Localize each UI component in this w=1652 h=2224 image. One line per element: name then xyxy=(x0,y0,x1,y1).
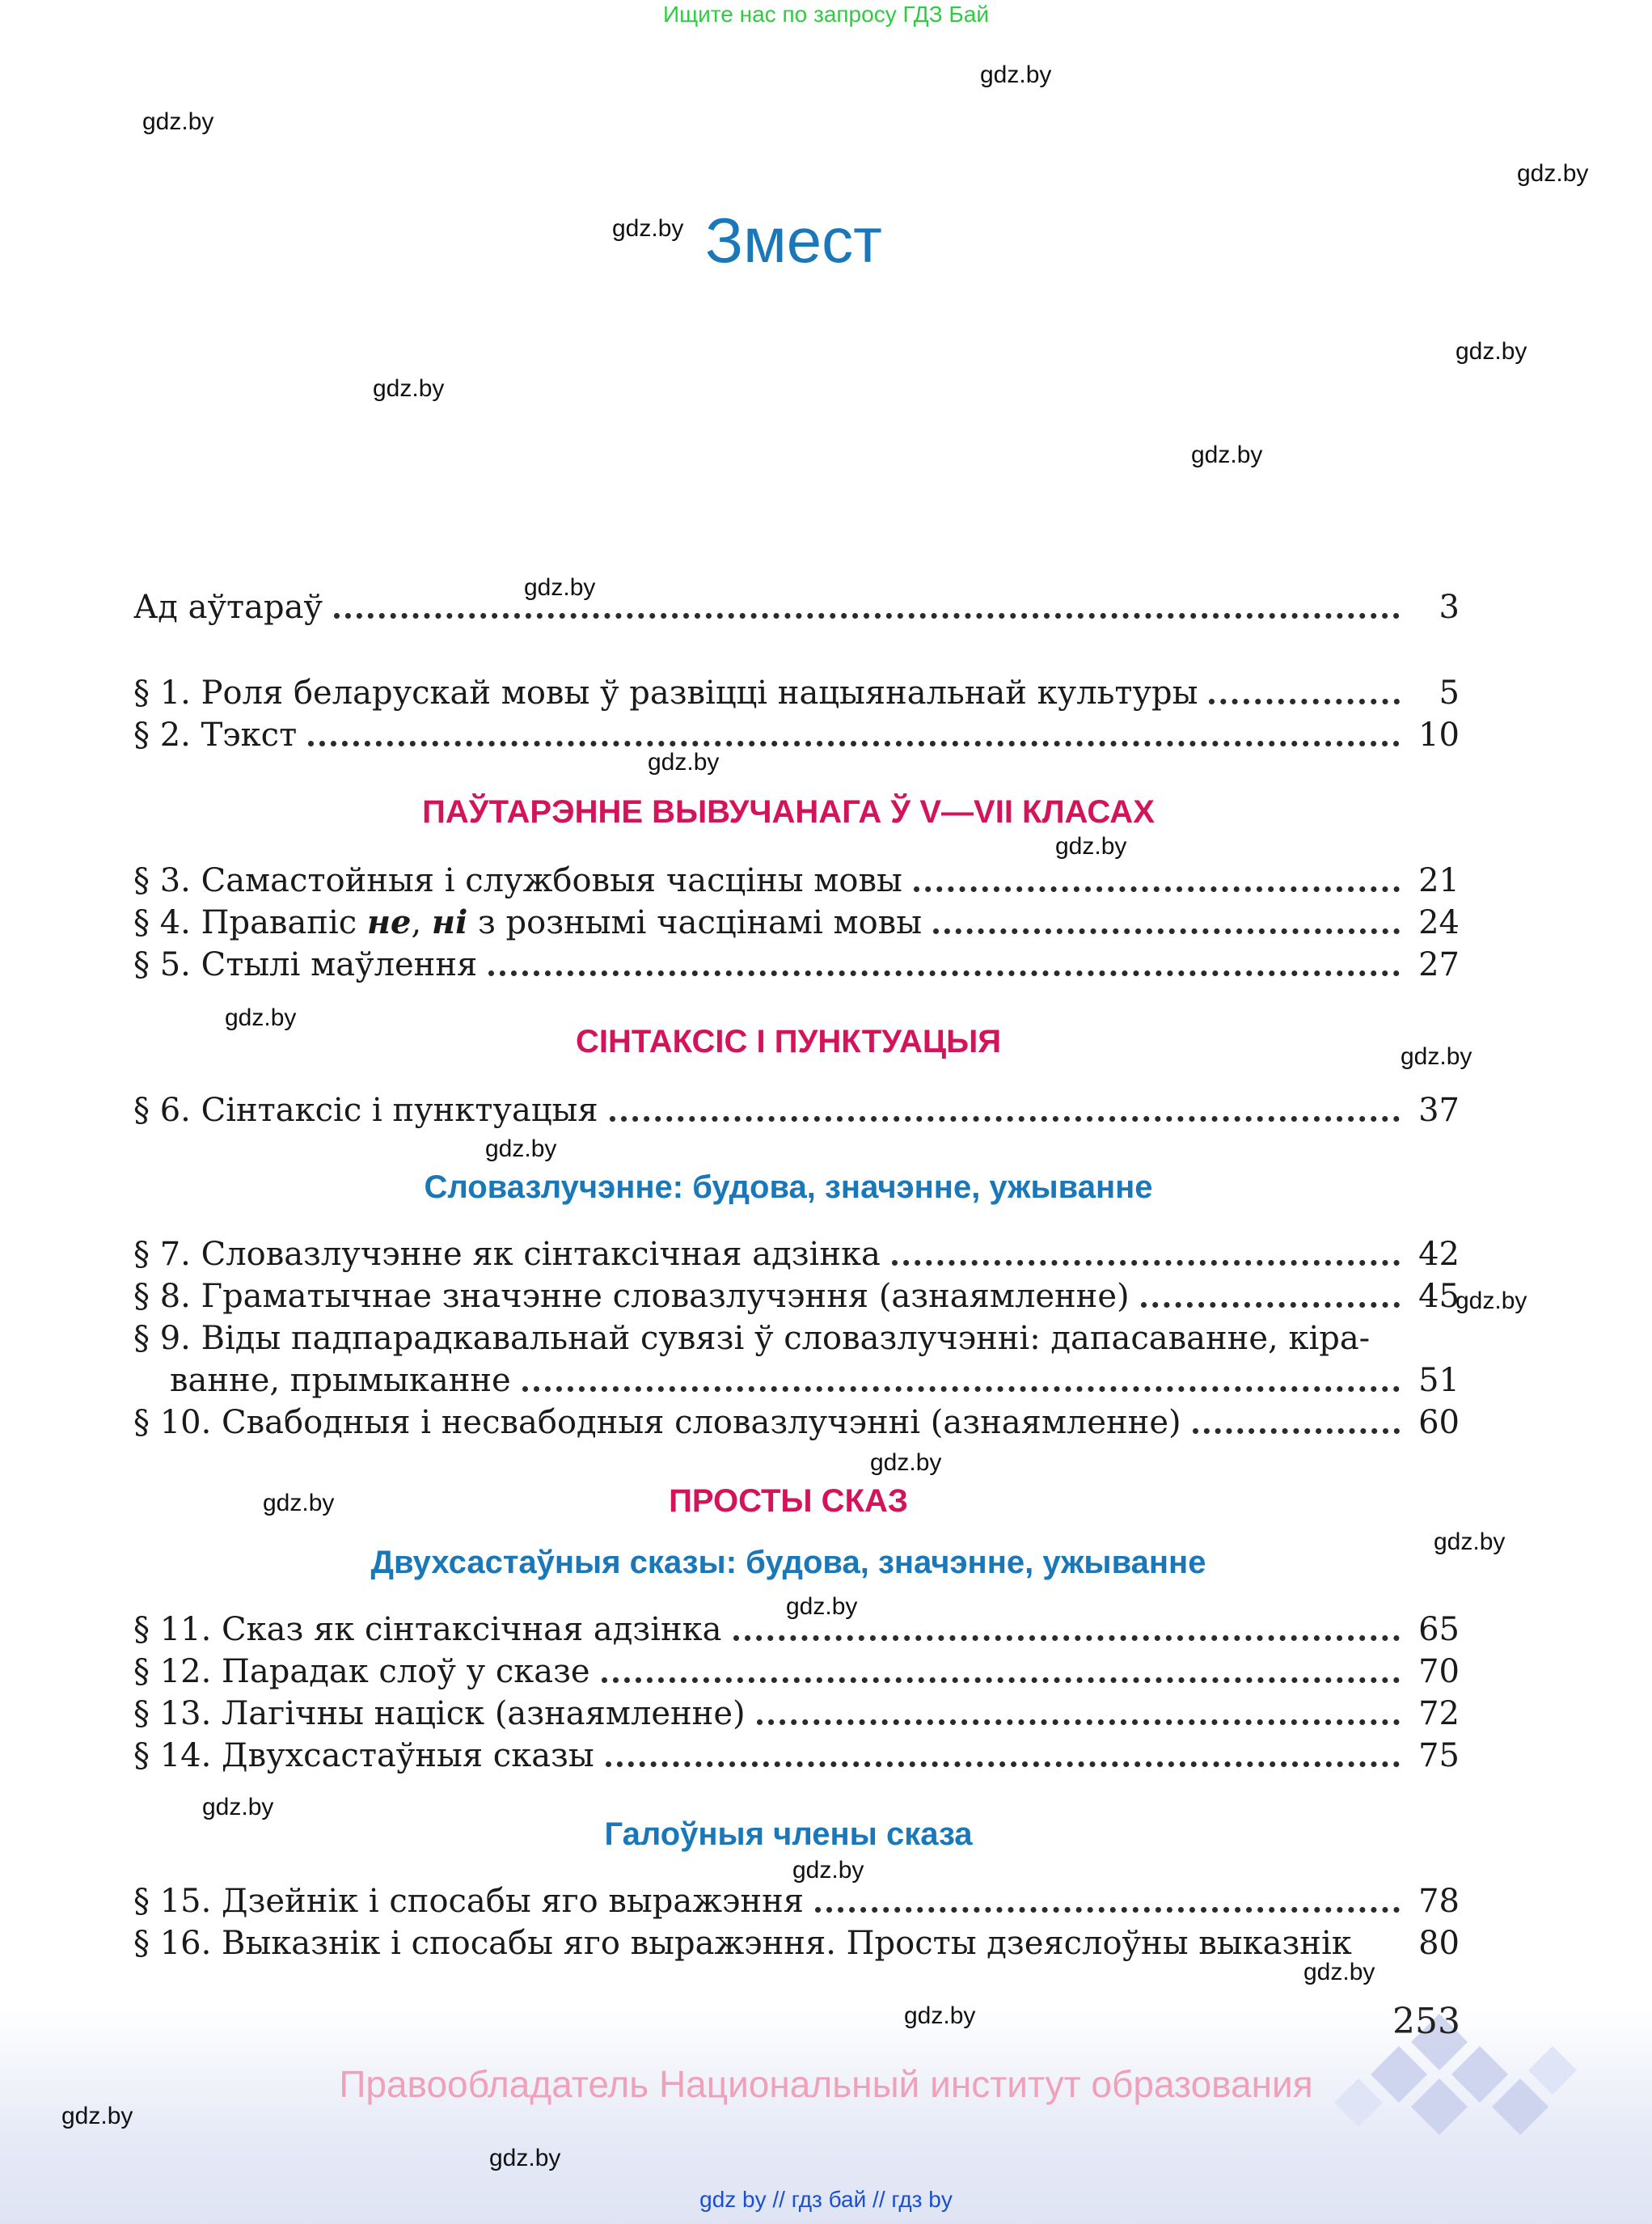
watermark: gdz.by xyxy=(980,61,1052,88)
toc-entry[interactable] xyxy=(133,941,1460,983)
toc-entry-page: 24 xyxy=(1418,904,1460,941)
toc-entry-page: 72 xyxy=(1418,1695,1460,1732)
toc-entry[interactable] xyxy=(133,1231,1460,1273)
toc-entry-label: § 6. Сінтаксіс і пунктуацыя xyxy=(133,1092,598,1129)
toc-entry-label: § 3. Самастойныя і службовыя часціны мовы xyxy=(133,862,902,899)
section-heading: ПАЎТАРЭННЕ ВЫВУЧАНАГА Ў V—VII КЛАСАХ xyxy=(422,794,1155,830)
dot-leader xyxy=(933,928,1400,934)
toc-entry-label: § 9. Віды падпарадкавальнай сувязі ў словазлучэнні: дапасаванне, кіра- xyxy=(133,1320,1371,1357)
toc-entry-page: 60 xyxy=(1418,1404,1460,1441)
watermark: gdz.by xyxy=(870,1449,942,1476)
toc-entry-page: 65 xyxy=(1418,1611,1460,1648)
dot-leader xyxy=(488,970,1400,976)
toc-entry[interactable] xyxy=(133,1732,1460,1774)
toc-entry[interactable] xyxy=(133,1399,1460,1441)
toc-entry[interactable] xyxy=(133,712,1460,754)
toc-entry-label: § 7. Словазлучэнне як сінтаксічная адзінка xyxy=(133,1236,881,1273)
dot-leader xyxy=(757,1719,1400,1725)
watermark: gdz.by xyxy=(792,1857,864,1884)
toc-entry[interactable] xyxy=(133,1690,1460,1732)
toc-entry-label: § 10. Свабодныя і несвабодныя словазлучэнні (азнаямленне) xyxy=(133,1404,1181,1441)
toc-entry-label: § 13. Лагічны націск (азнаямленне) xyxy=(133,1695,746,1732)
watermark: gdz.by xyxy=(202,1794,274,1820)
watermark: gdz.by xyxy=(1055,833,1127,860)
section-heading: ПРОСТЫ СКАЗ xyxy=(669,1483,908,1519)
toc-entry-label: § 12. Парадак слоў у сказе xyxy=(133,1653,590,1690)
dot-leader xyxy=(334,613,1400,619)
toc-entry-page: 37 xyxy=(1418,1092,1460,1129)
toc-entry[interactable] xyxy=(133,1920,1460,1962)
dot-leader xyxy=(1209,699,1400,704)
watermark: gdz.by xyxy=(524,574,596,601)
toc-entry-label: § 14. Двухсастаўныя сказы xyxy=(133,1737,594,1774)
toc-entry[interactable] xyxy=(133,857,1460,899)
toc-entry-label: § 15. Дзейнік і спосабы яго выражэння xyxy=(133,1883,804,1920)
page-title: Змест xyxy=(705,205,882,276)
watermark: gdz.by xyxy=(904,2002,976,2029)
subsection-heading: Словазлучэнне: будова, значэнне, ужыванне xyxy=(424,1169,1153,1205)
toc-entry-page: 70 xyxy=(1418,1653,1460,1690)
toc-entry-page: 27 xyxy=(1418,946,1460,983)
toc-entry-label: § 1. Роля беларускай мовы ў развіцці нацыянальнай культуры xyxy=(133,674,1198,712)
watermark: gdz.by xyxy=(1456,338,1527,365)
toc-entry[interactable] xyxy=(133,1273,1460,1315)
dot-leader xyxy=(1193,1428,1400,1434)
toc-entry[interactable] xyxy=(133,1315,1460,1357)
toc-entry-label: § 8. Граматычнае значэнне словазлучэння (азнаямленне) xyxy=(133,1278,1130,1315)
watermark: gdz.by xyxy=(1517,160,1589,187)
watermark: gdz.by xyxy=(1434,1528,1506,1555)
toc-entry-page: 5 xyxy=(1439,674,1460,712)
watermark: gdz.by xyxy=(612,215,684,242)
dot-leader xyxy=(914,886,1400,892)
watermark: gdz.by xyxy=(485,1135,557,1162)
watermark: gdz.by xyxy=(1303,1959,1375,1985)
toc-label-part: , xyxy=(411,904,432,941)
toc-entry-page: 78 xyxy=(1418,1883,1460,1920)
toc-entry-page: 10 xyxy=(1418,717,1460,754)
toc-entry[interactable] xyxy=(133,1878,1460,1920)
toc-entry-label: § 11. Сказ як сінтаксічная адзінка xyxy=(133,1611,722,1648)
watermark: gdz.by xyxy=(648,749,720,776)
watermark: gdz.by xyxy=(142,108,214,135)
toc-entry-page: 42 xyxy=(1418,1236,1460,1273)
toc-entry[interactable] xyxy=(133,899,1460,941)
copyright-notice: Правообладатель Национальный институт образования xyxy=(339,2063,1313,2105)
dot-leader xyxy=(1141,1302,1400,1308)
section-heading: СІНТАКСІС І ПУНКТУАЦЫЯ xyxy=(575,1024,1002,1059)
subsection-heading: Двухсастаўныя сказы: будова, значэнне, ужыванне xyxy=(370,1545,1206,1580)
toc-entry-page: 51 xyxy=(1418,1362,1460,1399)
toc-entry-label: § 5. Стылі маўлення xyxy=(133,946,478,983)
toc-entry-label: ванне, прымыканне xyxy=(170,1362,511,1399)
toc-entry-label: Ад аўтараў xyxy=(133,589,323,626)
dot-leader xyxy=(522,1386,1400,1392)
toc-entry-label xyxy=(133,903,922,941)
watermark: gdz.by xyxy=(786,1593,858,1620)
watermark: gdz.by xyxy=(263,1490,335,1516)
toc-entry[interactable] xyxy=(133,670,1460,712)
watermark: gdz.by xyxy=(373,375,445,402)
toc-entry-page: 80 xyxy=(1418,1925,1460,1962)
watermark: gdz.by xyxy=(61,2103,133,2129)
bottom-links[interactable]: gdz by // гдз бай // гдз by xyxy=(699,2187,953,2212)
dot-leader xyxy=(815,1907,1400,1913)
watermark: gdz.by xyxy=(489,2145,561,2171)
dot-leader xyxy=(892,1260,1400,1266)
toc-entry-page: 3 xyxy=(1439,589,1460,626)
top-search-link[interactable]: Ищите нас по запросу ГДЗ Бай xyxy=(662,2,990,27)
dot-leader xyxy=(602,1677,1400,1683)
toc-entry-page: 21 xyxy=(1418,862,1460,899)
toc-entry-continuation[interactable] xyxy=(170,1357,1460,1399)
toc-entry-page: 45 xyxy=(1418,1278,1460,1315)
watermark: gdz.by xyxy=(1401,1043,1472,1070)
toc-entry[interactable] xyxy=(133,1648,1460,1690)
dot-leader xyxy=(308,741,1400,746)
toc-entry-label: § 2. Тэкст xyxy=(133,717,298,754)
dot-leader xyxy=(733,1635,1401,1641)
toc-entry-label: § 16. Выказнік і спосабы яго выражэння. Просты дзеяслоўны выказнік xyxy=(133,1925,1352,1962)
watermark: gdz.by xyxy=(1456,1287,1527,1314)
toc-entry-page: 75 xyxy=(1418,1737,1460,1774)
dot-leader xyxy=(610,1116,1400,1122)
page-number: 253 xyxy=(1392,2001,1460,2042)
toc-label-part: з рознымі часцінамі мовы xyxy=(467,904,923,941)
toc-entry[interactable] xyxy=(133,584,1460,626)
dot-leader xyxy=(606,1761,1400,1767)
toc-entry[interactable] xyxy=(133,1087,1460,1129)
subsection-heading: Галоўныя члены сказа xyxy=(604,1816,973,1852)
toc-entry[interactable] xyxy=(133,1606,1460,1648)
watermark: gdz.by xyxy=(1191,442,1263,468)
toc-label-emphasis: ні xyxy=(431,903,468,941)
toc-label-emphasis: не xyxy=(366,903,412,941)
toc-label-part: § 4. Правапіс xyxy=(133,904,367,941)
watermark: gdz.by xyxy=(225,1004,297,1031)
